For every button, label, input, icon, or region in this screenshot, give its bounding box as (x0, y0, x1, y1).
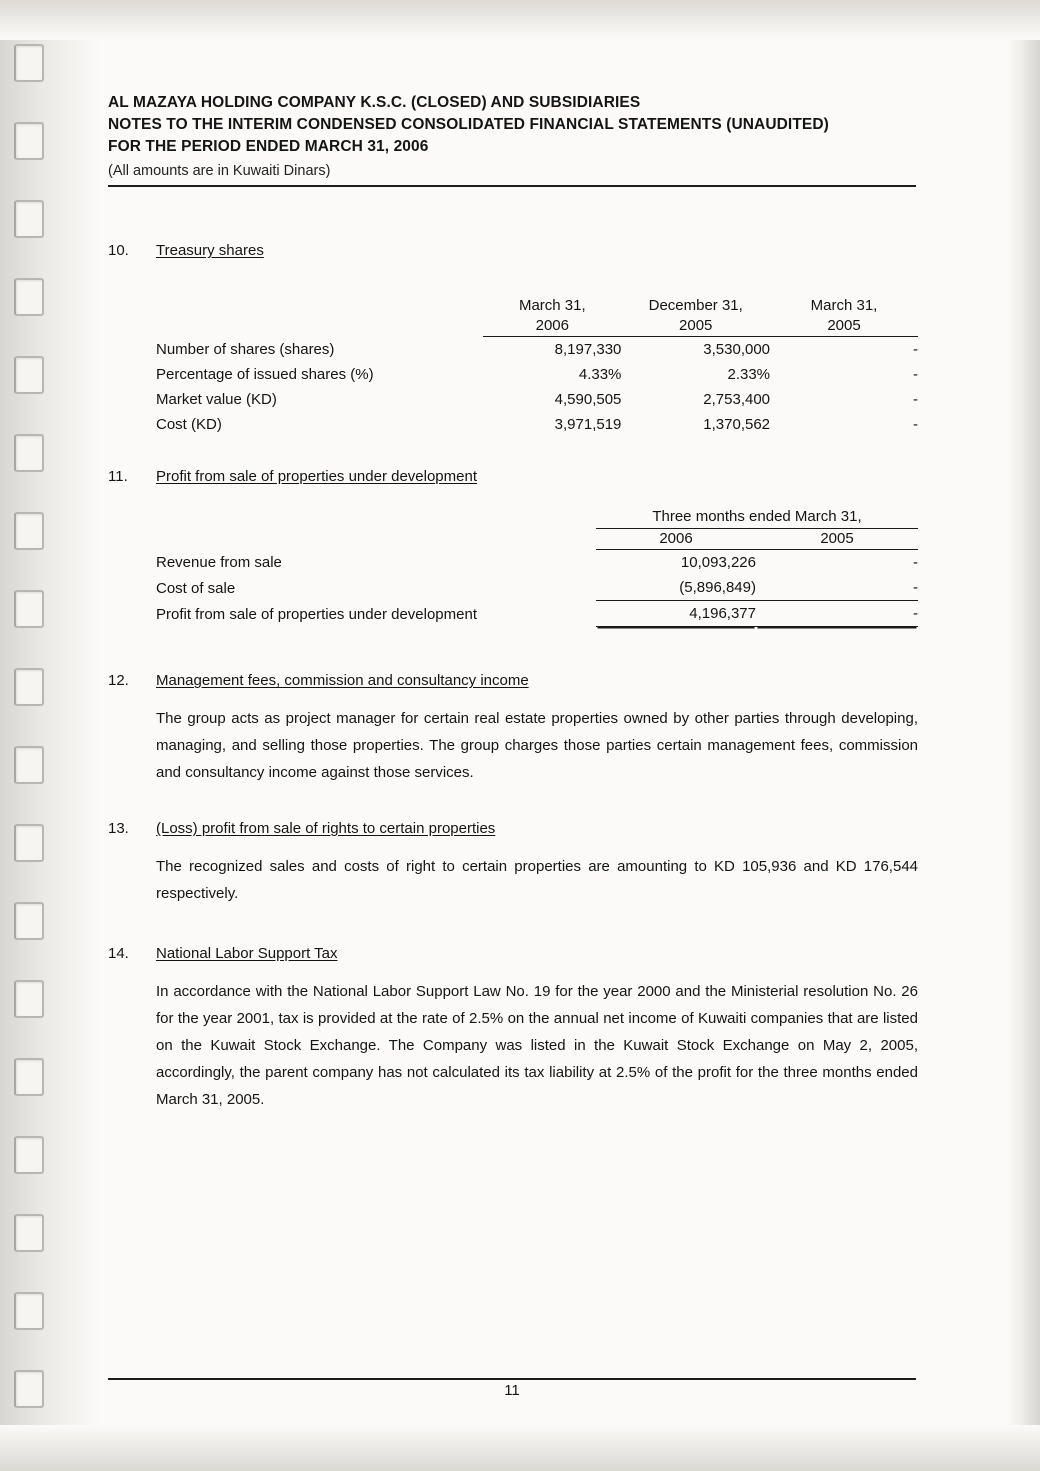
treasury-shares-table (156, 296, 918, 437)
row-label: Number of shares (shares) (156, 341, 335, 358)
page-number: 11 (504, 1382, 520, 1399)
row-label: Cost (KD) (156, 416, 222, 433)
table-row-total (156, 601, 918, 627)
table-row (156, 412, 918, 437)
table-row (156, 550, 918, 576)
row-value: (5,896,849) (596, 575, 756, 601)
note-13 (108, 820, 918, 907)
note-11-heading (108, 468, 918, 485)
row-value: 1,370,562 (703, 416, 771, 433)
note-13-body: The recognized sales and costs of right to certain properties are amounting to KD 105,936 and KD 176,544 respectively. (156, 858, 918, 902)
row-value: - (756, 575, 918, 601)
note-14-number: 14. (108, 945, 129, 962)
table-row (156, 337, 918, 363)
row-label: Revenue from sale (156, 554, 282, 571)
header-currency-note: (All amounts are in Kuwaiti Dinars) (108, 163, 331, 179)
note-14-heading (108, 945, 918, 962)
note-11 (108, 468, 918, 658)
note-12-number: 12. (108, 672, 129, 689)
row-value: 2,753,400 (703, 391, 771, 408)
col-header-2-line1: December 31, (648, 297, 743, 314)
col-header-1-line1: March 31, (518, 297, 586, 314)
row-value: - (913, 554, 918, 571)
col-header-2006: 2006 (596, 529, 756, 550)
row-value: 10,093,226 (680, 554, 756, 571)
note-11-number: 11. (108, 468, 128, 485)
note-11-title: Profit from sale of properties under development (156, 468, 477, 485)
row-value: - (756, 601, 918, 627)
note-13-number: 13. (108, 820, 129, 837)
row-label: Market value (KD) (156, 391, 277, 408)
scan-edge-shadow-right (1006, 0, 1040, 1471)
row-value: 4,196,377 (596, 601, 756, 627)
table-row (156, 575, 918, 601)
profit-sale-properties-table (156, 506, 918, 627)
footer-divider (108, 1378, 916, 1380)
row-value: 3,530,000 (703, 341, 771, 358)
row-label: Profit from sale of properties under development (156, 605, 477, 623)
note-13-title: (Loss) profit from sale of rights to certain properties (156, 820, 496, 837)
row-value: - (913, 341, 918, 358)
header-company-line: AL MAZAYA HOLDING COMPANY K.S.C. (CLOSED) AND SUBSIDIARIES (108, 94, 641, 111)
note-12-body: The group acts as project manager for certain real estate properties owned by other parties through developing, managing, and selling those properties. The group charges those parties certain management fees, commission and consultancy income against those services. (156, 710, 918, 781)
col-header-3-line1: March 31, (810, 297, 878, 314)
header-period-line: FOR THE PERIOD ENDED MARCH 31, 2006 (108, 138, 429, 155)
table-span-header-row (156, 506, 918, 529)
note-12 (108, 672, 918, 786)
table-row (156, 362, 918, 387)
header-statement-line: NOTES TO THE INTERIM CONDENSED CONSOLIDATED FINANCIAL STATEMENTS (UNAUDITED) (108, 116, 829, 133)
table-header-row (156, 529, 918, 550)
table-header-row-line2 (156, 316, 918, 337)
note-10-number: 10. (108, 242, 129, 259)
note-13-heading (108, 820, 918, 837)
note-14 (108, 945, 918, 1113)
col-header-2-line2: 2005 (621, 316, 770, 337)
document-header (108, 92, 918, 187)
table-row (156, 387, 918, 412)
table-header-row-line1 (156, 296, 918, 316)
row-label: Percentage of issued shares (%) (156, 366, 374, 383)
row-label: Cost of sale (156, 579, 236, 597)
scan-edge-shadow-left (0, 0, 100, 1471)
row-value: 3,971,519 (554, 416, 622, 433)
note-14-body: In accordance with the National Labor Support Law No. 19 for the year 2000 and the Ministerial resolution No. 26 for the year 2001, tax is provided at the rate of 2.5% on the annual net income of Kuwaiti companies that are listed on the Kuwait Stock Exchange. The Company was listed in the Kuwait Stock Exchange on May 2, 2005, accordingly, the parent company has not calculated its tax liability at 2.5% of the profit for the three months ended March 31, 2005. (156, 983, 918, 1108)
note-10-title: Treasury shares (156, 242, 264, 259)
row-value: 8,197,330 (554, 341, 622, 358)
col-header-2005: 2005 (756, 529, 918, 550)
note-12-heading (108, 672, 918, 689)
note-10 (108, 242, 918, 462)
col-header-3-line2: 2005 (770, 316, 918, 337)
row-value: - (913, 366, 918, 383)
row-value: 4,590,505 (554, 391, 622, 408)
note-14-title: National Labor Support Tax (156, 945, 338, 962)
row-value: - (913, 416, 918, 433)
note-12-title: Management fees, commission and consultancy income (156, 672, 529, 689)
spiral-binding-holes (8, 34, 54, 1434)
page-content (96, 0, 944, 1471)
row-value: - (913, 391, 918, 408)
header-divider (108, 185, 916, 187)
col-header-1-line2: 2006 (483, 316, 621, 337)
row-value: 4.33% (578, 366, 622, 383)
row-value: 2.33% (727, 366, 771, 383)
note-10-heading (108, 242, 918, 259)
span-header-label: Three months ended March 31, (596, 506, 918, 529)
